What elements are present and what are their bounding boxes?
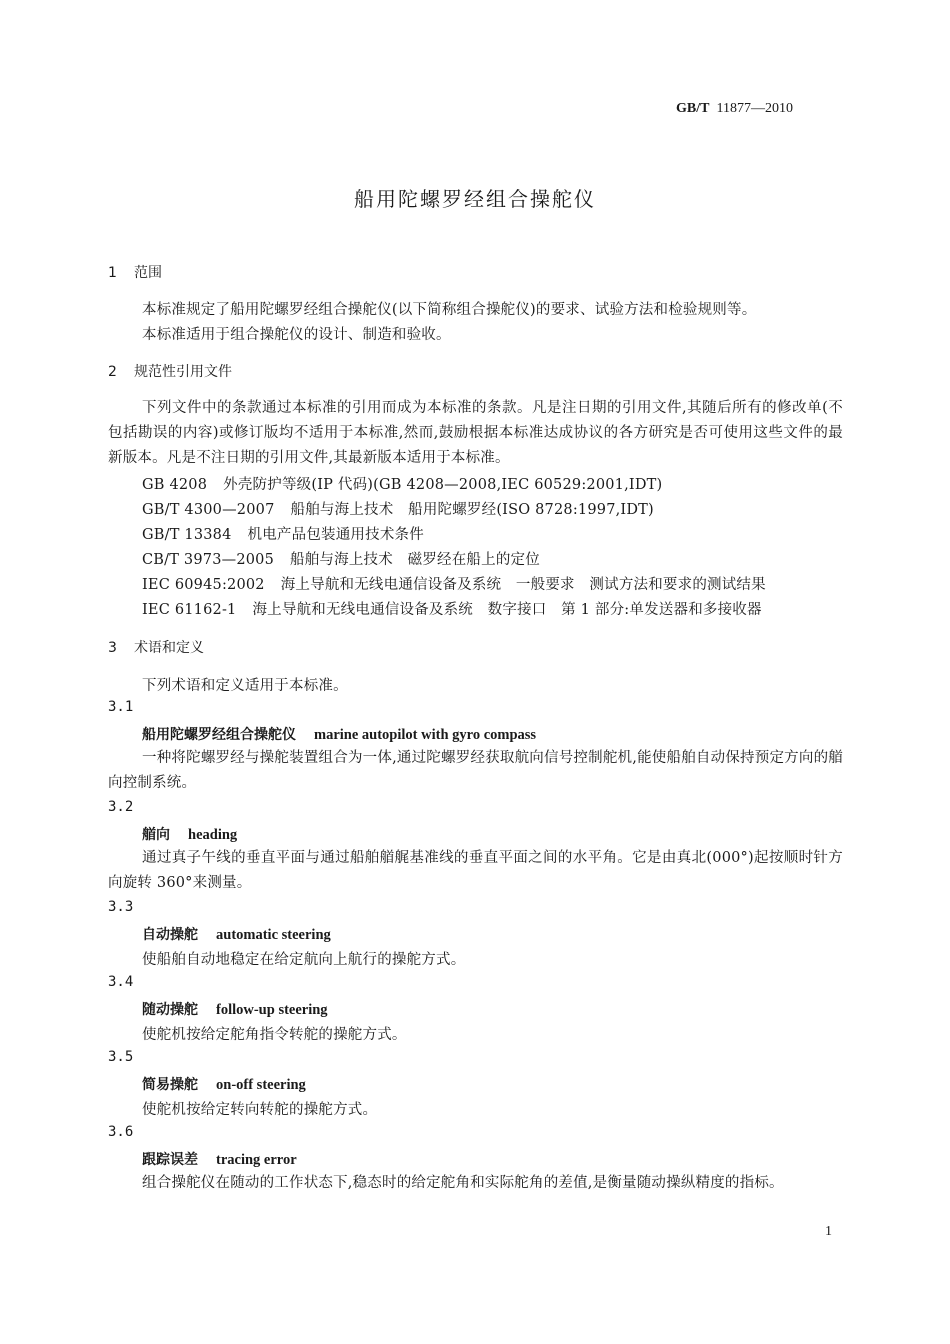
section-1-heading — [108, 262, 162, 282]
section-number: 3 — [108, 640, 117, 656]
reference-title: 海上导航和无线电通信设备及系统 数字接口 第 1 部分:单发送器和多接收器 — [252, 602, 762, 618]
section-title: 规范性引用文件 — [134, 364, 232, 380]
term-heading — [142, 724, 536, 744]
term-zh: 简易操舵 — [142, 1077, 198, 1093]
standard-code — [676, 101, 793, 117]
term-definition: 使舵机按给定转向转舵的操舵方式。 — [142, 1102, 378, 1118]
term-heading — [142, 924, 331, 944]
reference-item — [142, 523, 424, 544]
paragraph: 本标准规定了船用陀螺罗经组合操舵仪(以下简称组合操舵仪)的要求、试验方法和检验规则等。 — [142, 302, 757, 318]
term-heading — [142, 1074, 306, 1094]
clause-number: 3.1 — [108, 699, 134, 715]
paragraph: 本标准适用于组合操舵仪的设计、制造和验收。 — [142, 327, 451, 343]
reference-code: GB 4208 — [142, 477, 208, 493]
term-heading — [142, 1149, 297, 1169]
clause-number: 3.3 — [108, 899, 134, 915]
term-en: heading — [188, 827, 238, 843]
paragraph: 下列术语和定义适用于本标准。 — [142, 678, 348, 694]
reference-code: IEC 60945:2002 — [142, 577, 265, 593]
term-definition: 组合操舵仪在随动的工作状态下,稳态时的给定舵角和实际舵角的差值,是衡量随动操纵精度的指标。 — [142, 1175, 784, 1191]
document-title: 船用陀螺罗经组合操舵仪 — [354, 187, 596, 211]
term-heading — [142, 824, 237, 844]
term-zh: 跟踪误差 — [142, 1152, 198, 1168]
term-heading — [142, 999, 328, 1019]
clause-number: 3.4 — [108, 974, 134, 990]
standard-number: 11877—2010 — [716, 101, 793, 116]
reference-title: 船舶与海上技术 船用陀螺罗经(ISO 8728:1997,IDT) — [290, 502, 654, 518]
term-zh: 随动操舵 — [142, 1002, 198, 1018]
term-definition: 使船舶自动地稳定在给定航向上航行的操舵方式。 — [142, 952, 466, 968]
term-en: automatic steering — [216, 927, 331, 943]
term-en: tracing error — [216, 1152, 297, 1168]
section-number: 1 — [108, 265, 117, 281]
reference-title: 海上导航和无线电通信设备及系统 一般要求 测试方法和要求的测试结果 — [280, 577, 766, 593]
term-zh: 艏向 — [142, 827, 170, 843]
reference-item — [142, 548, 540, 569]
section-number: 2 — [108, 364, 117, 380]
term-en: marine autopilot with gyro compass — [314, 727, 537, 743]
reference-code: GB/T 13384 — [142, 527, 232, 543]
clause-number: 3.5 — [108, 1049, 134, 1065]
term-en: on-off steering — [216, 1077, 306, 1093]
standard-prefix: GB/T — [676, 101, 710, 116]
reference-code: IEC 61162-1 — [142, 602, 237, 618]
reference-title: 外壳防护等级(IP 代码)(GB 4208—2008,IEC 60529:2001,IDT) — [223, 477, 663, 493]
term-definition: 使舵机按给定舵角指令转舵的操舵方式。 — [142, 1027, 407, 1043]
reference-item — [142, 573, 766, 594]
reference-item — [142, 473, 662, 494]
section-2-heading — [108, 361, 232, 381]
reference-title: 机电产品包装通用技术条件 — [247, 527, 424, 543]
section-title: 术语和定义 — [134, 640, 204, 656]
term-en: follow-up steering — [216, 1002, 328, 1018]
reference-item — [142, 498, 654, 519]
reference-code: CB/T 3973—2005 — [142, 552, 275, 568]
clause-number: 3.6 — [108, 1124, 134, 1140]
paragraph: 下列文件中的条款通过本标准的引用而成为本标准的条款。凡是注日期的引用文件,其随后所有的修改单(不包括勘误的内容)或修订版均不适用于本标准,然而,鼓励根据本标准达成协议的各方研究是否可使用这些文件的最新版本。凡是不注日期的引用文件,其最新版本适用于本标准。 — [108, 400, 843, 466]
reference-code: GB/T 4300—2007 — [142, 502, 275, 518]
term-definition: 一种将陀螺罗经与操舵装置组合为一体,通过陀螺罗经获取航向信号控制舵机,能使船舶自动保持预定方向的艏向控制系统。 — [108, 750, 843, 791]
reference-item — [142, 598, 762, 619]
clause-number: 3.2 — [108, 799, 134, 815]
term-definition: 通过真子午线的垂直平面与通过船舶艏艉基准线的垂直平面之间的水平角。它是由真北(000°)起按顺时针方向旋转 360°来测量。 — [108, 850, 843, 891]
reference-title: 船舶与海上技术 磁罗经在船上的定位 — [290, 552, 540, 568]
term-zh: 自动操舵 — [142, 927, 198, 943]
page-number: 1 — [825, 1224, 832, 1239]
term-zh: 船用陀螺罗经组合操舵仪 — [142, 727, 296, 743]
section-3-heading — [108, 637, 204, 657]
section-title: 范围 — [134, 265, 162, 281]
